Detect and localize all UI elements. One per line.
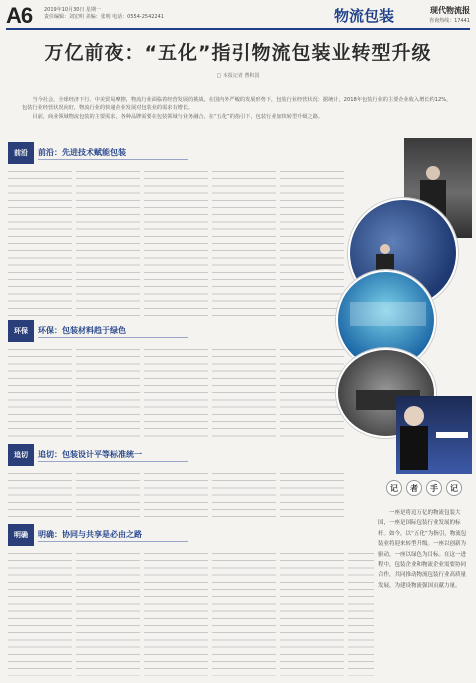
section-title-text: 环保：包装材料趋于绿色 bbox=[38, 326, 126, 335]
text-column-placeholder bbox=[280, 346, 344, 442]
text-column-placeholder bbox=[76, 550, 140, 676]
reporter-notes-text: 一座是将迈万亿的物流包装大国，一座是国际包装行业发展的标杆。如今，以“五化”为指引，物流包装业将迎来转型升级。一座以创新为驱动，一座以绿色为目标。在这一进程中，包装企业和物流企业需要协同合作，共同推动物流包装行业高质量发展，为建设物流强国贡献力量。 bbox=[378, 510, 467, 589]
section-title-text: 明确：协同与共享是必由之路 bbox=[38, 530, 142, 539]
text-column-placeholder bbox=[280, 470, 344, 520]
section-badge: 前沿 bbox=[8, 142, 34, 164]
text-column-placeholder bbox=[348, 550, 374, 676]
reporter-notes bbox=[378, 478, 470, 678]
text-column-placeholder bbox=[212, 550, 276, 676]
lead-paragraph: 当今社会，全球经济下行、中美贸易摩擦，物流行业面临着经营发展的挑战。在国内外严峻的发展形势下，包装行业经营状况：据统计，2018年包装行业的主要企业收入增长约12%，包装行业经营状况向好，物流行业的快递企业发展对包装业的需求有增长。 bbox=[22, 97, 452, 112]
article-headline: 万亿前夜：“五化”指引物流包装业转型升级 bbox=[44, 42, 432, 64]
text-column-placeholder bbox=[76, 470, 140, 520]
text-column-placeholder bbox=[76, 168, 140, 318]
hotline: 咨询热线：17441 bbox=[429, 18, 470, 24]
page-header bbox=[0, 0, 476, 30]
reporter-notes-body bbox=[378, 508, 470, 591]
text-column-placeholder bbox=[212, 346, 276, 442]
article-byline: □ 本报记者 曹积国 bbox=[216, 73, 260, 79]
text-column-placeholder bbox=[76, 346, 140, 442]
section-title-text: 前沿：先进技术赋能包装 bbox=[38, 148, 126, 157]
lead-paragraph: 目前，商业领域物流包装的主要需求，各种品牌需要在包装领域与业务融合，在“五化”的指引下，包装行业加快转型升级之路。 bbox=[32, 113, 324, 120]
issue-meta bbox=[44, 7, 164, 21]
section-title-text: 追切：包装设计平等标准统一 bbox=[38, 450, 142, 459]
text-column-placeholder bbox=[280, 550, 344, 676]
section-heading bbox=[8, 444, 208, 466]
text-column-placeholder bbox=[8, 168, 72, 318]
section-badge: 环保 bbox=[8, 320, 34, 342]
section-badge: 明确 bbox=[8, 524, 34, 546]
section-rule bbox=[38, 461, 188, 462]
text-column-placeholder bbox=[144, 346, 208, 442]
issue-editor: 责任编辑：刘宏明 美编：张明 电话：0554-2542241 bbox=[44, 14, 164, 20]
section-heading bbox=[8, 320, 208, 342]
section-rule bbox=[38, 159, 188, 160]
paper-name: 现代物流报 bbox=[430, 5, 470, 15]
text-column-placeholder bbox=[212, 168, 276, 318]
header-rule bbox=[6, 28, 470, 30]
text-column-placeholder bbox=[8, 550, 72, 676]
page-number: A6 bbox=[6, 3, 33, 28]
text-column-placeholder bbox=[144, 168, 208, 318]
section-rule bbox=[38, 541, 188, 542]
section-badge: 追切 bbox=[8, 444, 34, 466]
text-column-placeholder bbox=[280, 168, 344, 318]
section-heading bbox=[8, 142, 208, 164]
reporter-notes-title bbox=[378, 478, 470, 504]
text-column-placeholder bbox=[144, 470, 208, 520]
title-char: 记 bbox=[446, 480, 462, 496]
text-column-placeholder bbox=[8, 470, 72, 520]
title-char: 者 bbox=[406, 480, 422, 496]
section-rule bbox=[38, 337, 188, 338]
title-char: 记 bbox=[386, 480, 402, 496]
text-column-placeholder bbox=[8, 346, 72, 442]
exhibition-photo bbox=[396, 396, 472, 474]
title-char: 手 bbox=[426, 480, 442, 496]
text-column-placeholder bbox=[212, 470, 276, 520]
issue-date: 2019年10月30日 星期一 bbox=[44, 7, 102, 13]
section-heading bbox=[8, 524, 208, 546]
article-lead bbox=[22, 96, 454, 121]
section-title: 物流包装 bbox=[333, 7, 394, 25]
text-column-placeholder bbox=[144, 550, 208, 676]
